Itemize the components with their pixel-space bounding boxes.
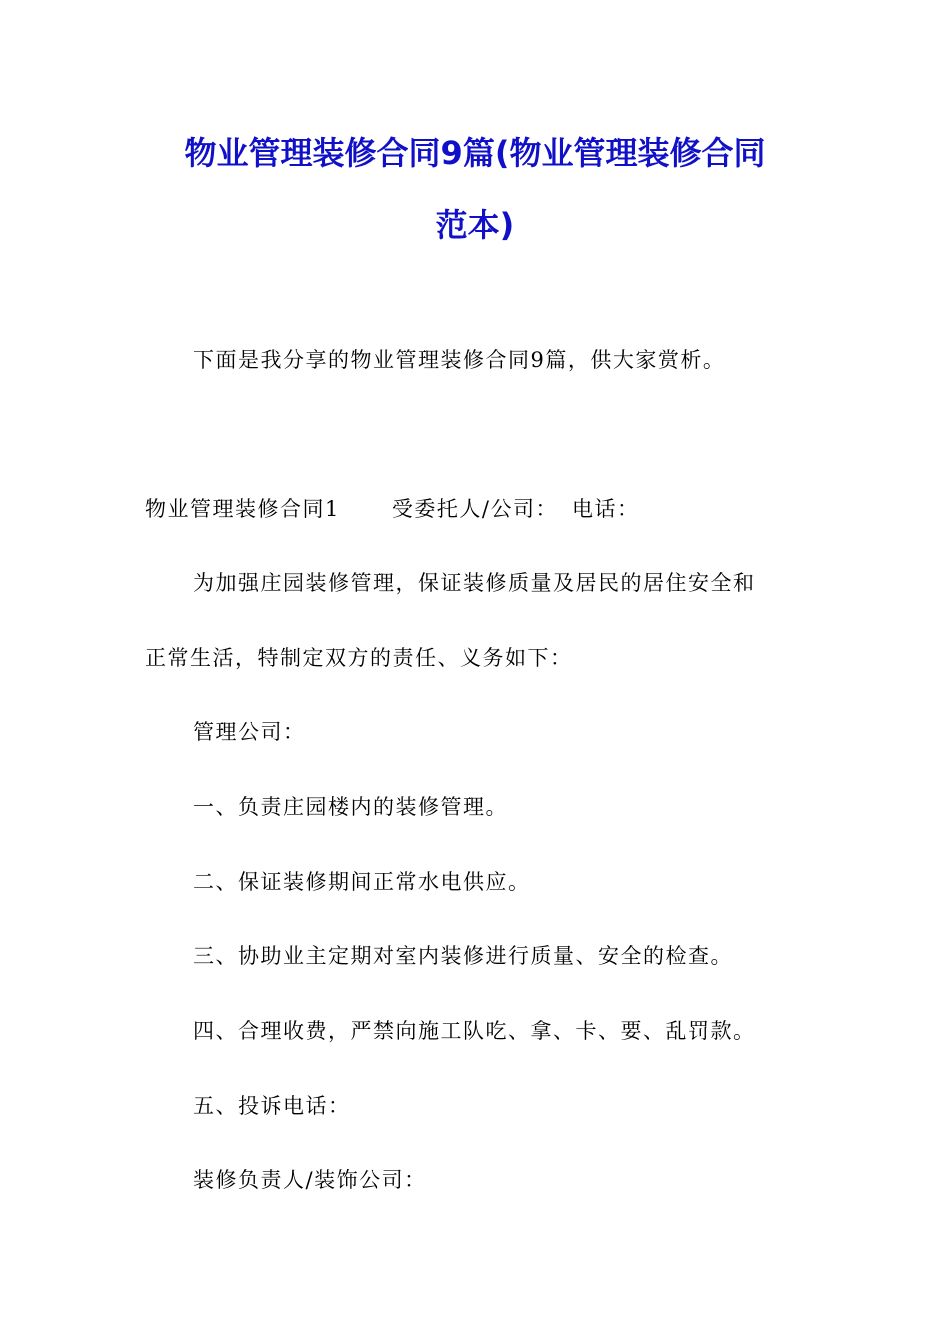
intro-paragraph: 下面是我分享的物业管理装修合同9篇，供大家赏析。 xyxy=(193,348,726,372)
phone-label: 电话： xyxy=(571,497,640,521)
contract-heading-row xyxy=(145,494,639,524)
list-item: 四、合理收费，严禁向施工队吃、拿、卡、要、乱罚款。 xyxy=(193,1019,756,1043)
document-title-line-1: 物业管理装修合同9篇(物业管理装修合同 xyxy=(184,134,766,172)
management-company-heading: 管理公司： xyxy=(193,720,306,744)
contract-heading: 物业管理装修合同1 xyxy=(145,497,340,521)
trustee-label: 受委托人/公司： xyxy=(391,497,558,521)
decoration-party-heading: 装修负责人/装饰公司： xyxy=(193,1168,427,1192)
purpose-paragraph-line-1: 为加强庄园装修管理，保证装修质量及居民的居住安全和 xyxy=(193,571,756,595)
list-item: 一、负责庄园楼内的装修管理。 xyxy=(193,795,508,819)
document-title-line-2: 范本) xyxy=(435,206,515,244)
list-item: 二、保证装修期间正常水电供应。 xyxy=(193,870,531,894)
list-item: 三、协助业主定期对室内装修进行质量、安全的检查。 xyxy=(193,944,733,968)
purpose-paragraph-line-2: 正常生活，特制定双方的责任、义务如下： xyxy=(145,646,573,670)
list-item: 五、投诉电话： xyxy=(193,1094,351,1118)
